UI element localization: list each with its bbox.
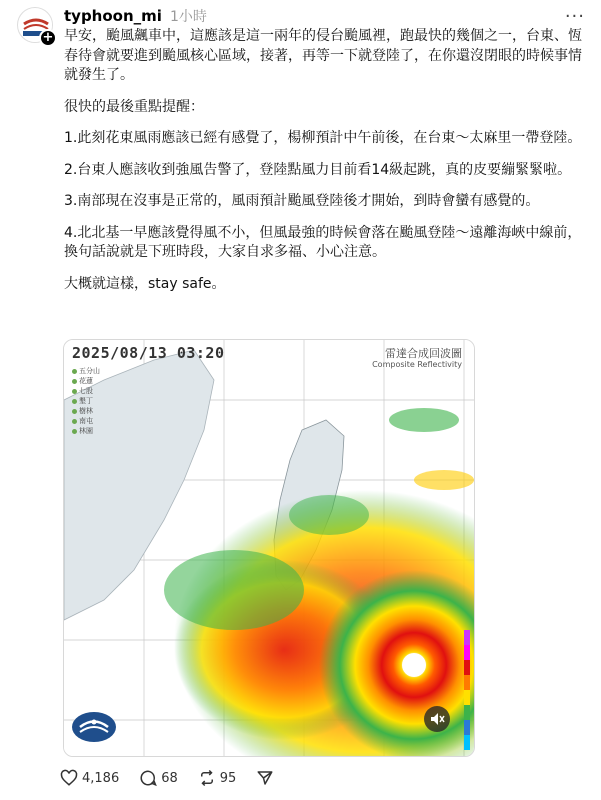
- post-actions: [60, 769, 294, 787]
- comment-button[interactable]: [139, 769, 178, 787]
- legend-dot-icon: [72, 419, 77, 424]
- legend-label: 林園: [79, 427, 93, 435]
- legend-label: 七股: [79, 387, 93, 395]
- radar-legend: [72, 366, 100, 436]
- like-count: 4,186: [82, 770, 120, 786]
- legend-dot-icon: [72, 379, 77, 384]
- repost-count: 95: [219, 770, 237, 786]
- heart-icon: [60, 769, 78, 787]
- repost-icon: [198, 769, 216, 787]
- legend-dot-icon: [72, 409, 77, 414]
- share-button[interactable]: [256, 769, 274, 787]
- post-paragraph: 4.北北基一早應該覺得風不小，但風最強的時候會落在颱風登陸～遠離海峽中線前，換句話說就是下班時段，大家自求多福、小心注意。: [64, 224, 582, 260]
- legend-dot-icon: [72, 369, 77, 374]
- radar-colorbar: [464, 630, 470, 750]
- comment-icon: [139, 769, 157, 787]
- post-header: [64, 7, 207, 25]
- cwa-logo-icon: [70, 710, 118, 744]
- radar-date: 2025/08/13 03:20: [72, 344, 225, 362]
- post-paragraph: 早安，颱風飆車中，這應該是這一兩年的侵台颱風裡，跑最快的幾個之一，台東、恆春待會就要進到颱風核心區域，接著，再等一下就登陸了，在你還沒閉眼的時候事情就發生了。: [64, 28, 582, 83]
- legend-item: [72, 386, 100, 396]
- like-button[interactable]: [60, 769, 119, 787]
- more-options-icon[interactable]: ···: [564, 6, 585, 27]
- legend-item: [72, 426, 100, 436]
- post-body: [64, 27, 584, 306]
- comment-count: 68: [161, 770, 178, 786]
- legend-item: [72, 376, 100, 386]
- radar-map: [64, 340, 475, 757]
- post-paragraph: 1.此刻花東風雨應該已經有感覺了，楊柳預計中午前後，在台東～太麻里一帶登陸。: [64, 130, 582, 146]
- legend-label: 五分山: [79, 367, 100, 375]
- post-paragraph: 2.台東人應該收到強風告警了，登陸點風力目前看14級起跳，真的皮要繃緊緊啦。: [64, 161, 572, 178]
- radar-title: 雷達合成回波圖: [385, 347, 462, 360]
- share-icon: [256, 769, 274, 787]
- legend-item: [72, 396, 100, 406]
- post-paragraph: 很快的最後重點提醒：: [64, 98, 204, 115]
- post-timestamp[interactable]: 1小時: [169, 9, 207, 25]
- post-paragraph: 3.南部現在沒事是正常的，風雨預計颱風登陸後才開始，到時會蠻有感覺的。: [64, 193, 540, 209]
- legend-item: [72, 406, 100, 416]
- legend-dot-icon: [72, 429, 77, 434]
- follow-plus-icon[interactable]: +: [39, 29, 57, 47]
- post-paragraph: 大概就這樣，stay safe。: [64, 275, 226, 292]
- legend-item: [72, 366, 100, 376]
- legend-label: 花蓮: [79, 377, 93, 385]
- repost-button[interactable]: [198, 769, 237, 787]
- username[interactable]: typhoon_mi: [64, 7, 162, 25]
- legend-label: 南屯: [79, 417, 93, 425]
- legend-label: 樹林: [79, 407, 93, 415]
- legend-dot-icon: [72, 399, 77, 404]
- mute-icon[interactable]: [424, 706, 450, 732]
- avatar[interactable]: [17, 7, 53, 43]
- legend-label: 墾丁: [79, 397, 93, 405]
- radar-subtitle: Composite Reflectivity: [372, 360, 462, 369]
- legend-item: [72, 416, 100, 426]
- legend-dot-icon: [72, 389, 77, 394]
- radar-image[interactable]: [63, 339, 475, 757]
